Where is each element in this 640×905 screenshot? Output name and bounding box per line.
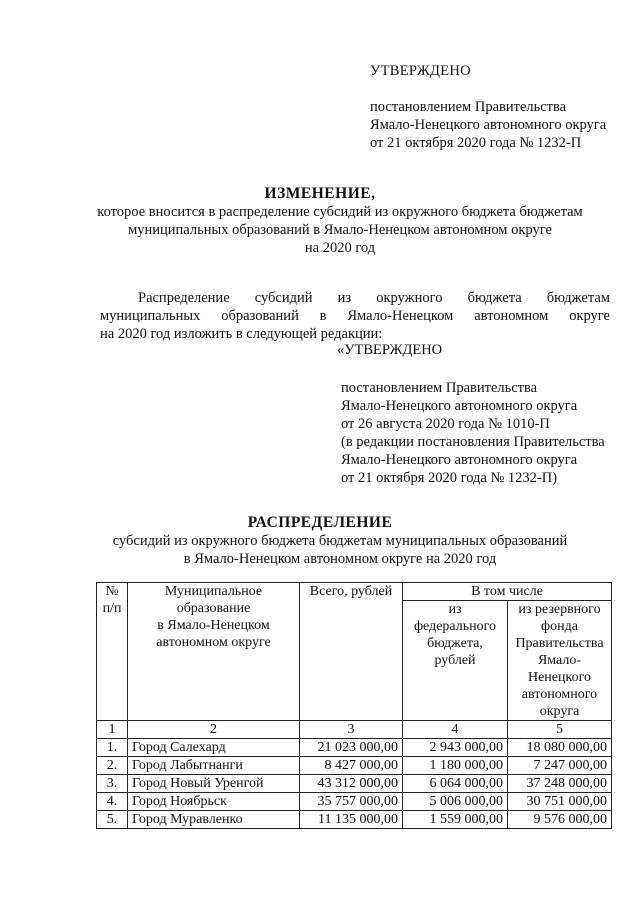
change-subtitle: [60, 203, 620, 257]
row-number: 3.: [97, 775, 128, 793]
row-number: 2.: [97, 757, 128, 775]
table-row: [97, 739, 612, 757]
federal-amount: 1 180 000,00: [403, 757, 508, 775]
change-title: ИЗМЕНЕНИЕ,: [264, 185, 376, 202]
total-amount: 43 312 000,00: [300, 775, 403, 793]
header-num: № п/п: [97, 583, 128, 721]
approval-line: постановлением Правительства: [341, 380, 538, 396]
table-row: [97, 793, 612, 811]
total-amount: 8 427 000,00: [300, 757, 403, 775]
change-subtitle-line: которое вносится в распределение субсидий из окружного бюджета бюджетам: [97, 204, 583, 220]
federal-amount: 1 559 000,00: [403, 811, 508, 829]
approval-line: Ямало-Ненецкого автономного округа: [370, 117, 607, 133]
column-index: 1: [97, 721, 128, 739]
approved-stamp: УТВЕРЖДЕНО: [370, 63, 471, 79]
federal-amount: 6 064 000,00: [403, 775, 508, 793]
municipality-name: Город Муравленко: [128, 811, 300, 829]
column-index: 3: [300, 721, 403, 739]
distribution-title: РАСПРЕДЕЛЕНИЕ: [247, 514, 393, 531]
municipality-name: Город Салехард: [128, 739, 300, 757]
reserve-amount: 9 576 000,00: [508, 811, 612, 829]
municipality-name: Город Новый Уренгой: [128, 775, 300, 793]
reserve-amount: 7 247 000,00: [508, 757, 612, 775]
approval-line: Ямало-Ненецкого автономного округа: [341, 398, 578, 414]
total-amount: 35 757 000,00: [300, 793, 403, 811]
column-index: 5: [508, 721, 612, 739]
approved-stamp-2: «УТВЕРЖДЕНО: [337, 342, 443, 358]
header-federal: из федерального бюджета, рублей: [403, 601, 508, 721]
approval-line: (в редакции постановления Правительства: [341, 434, 605, 450]
distribution-subtitle: [60, 532, 620, 568]
reserve-amount: 18 080 000,00: [508, 739, 612, 757]
distribution-subtitle-line: в Ямало-Ненецком автономном округе на 2020 год: [183, 551, 497, 567]
federal-amount: 5 006 000,00: [403, 793, 508, 811]
approval-line: от 21 октября 2020 года № 1232-П): [341, 470, 558, 486]
change-subtitle-line: на 2020 год: [304, 240, 376, 256]
approval-basis: [370, 98, 606, 152]
header-municipality: Муниципальное образование в Ямало-Ненецком автономном округе: [128, 583, 300, 721]
reserve-amount: 30 751 000,00: [508, 793, 612, 811]
approval-line: от 21 октября 2020 года № 1232-П: [370, 135, 582, 151]
approval-line: постановлением Правительства: [370, 99, 567, 115]
table-row: [97, 811, 612, 829]
federal-amount: 2 943 000,00: [403, 739, 508, 757]
row-number: 1.: [97, 739, 128, 757]
row-number: 5.: [97, 811, 128, 829]
column-index: 2: [128, 721, 300, 739]
municipality-name: Город Лабытнанги: [128, 757, 300, 775]
paragraph-line: на 2020 год изложить в следующей редакции:: [100, 326, 383, 342]
paragraph-line: муниципальных образований в Ямало-Ненецком автономном округе: [100, 308, 610, 324]
approval-line: от 26 августа 2020 года № 1010-П: [341, 416, 550, 432]
header-total: Всего, рублей: [300, 583, 403, 721]
subsidy-table: [96, 582, 612, 829]
approval-line: Ямало-Ненецкого автономного округа: [341, 452, 578, 468]
total-amount: 21 023 000,00: [300, 739, 403, 757]
header-including: В том числе: [403, 583, 612, 601]
change-subtitle-line: муниципальных образований в Ямало-Ненецком автономном округе: [128, 222, 552, 238]
distribution-subtitle-line: субсидий из окружного бюджета бюджетам муниципальных образований: [112, 533, 568, 549]
column-index-row: [97, 721, 612, 739]
header-reserve: из резервного фонда Правительства Ямало- Ненецкого автономного округа: [508, 601, 612, 721]
reserve-amount: 37 248 000,00: [508, 775, 612, 793]
row-number: 4.: [97, 793, 128, 811]
body-paragraph: [100, 289, 610, 343]
total-amount: 11 135 000,00: [300, 811, 403, 829]
table-row: [97, 757, 612, 775]
municipality-name: Город Ноябрьск: [128, 793, 300, 811]
paragraph-line: Распределение субсидий из окружного бюджета бюджетам: [138, 290, 610, 306]
table-row: [97, 775, 612, 793]
column-index: 4: [403, 721, 508, 739]
approval-basis-2: [341, 379, 605, 487]
